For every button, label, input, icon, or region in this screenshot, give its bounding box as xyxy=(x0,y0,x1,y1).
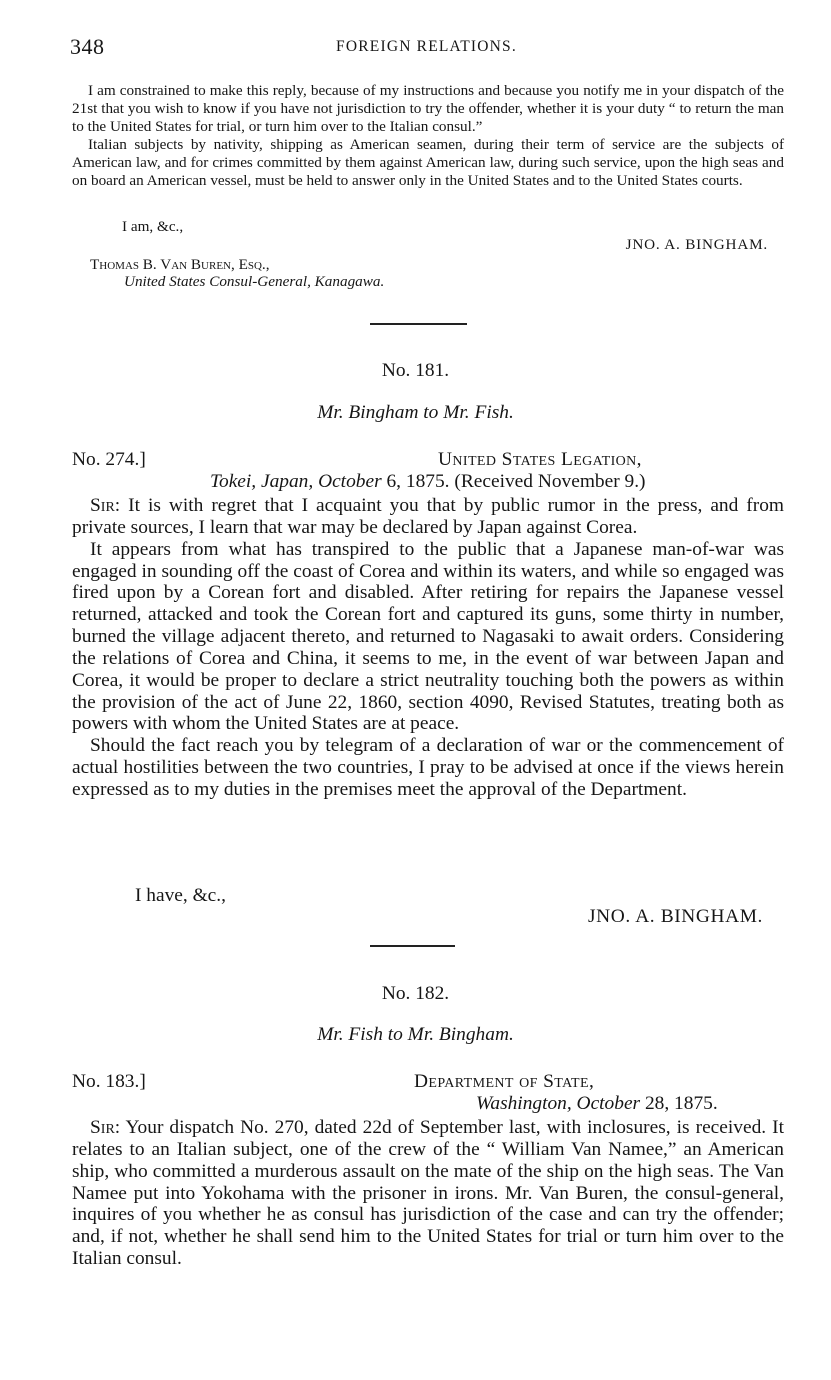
letter-body xyxy=(72,1117,784,1270)
paragraph: It appears from what has transpired to the public that a Japanese man-of-war was engaged in sounding off the coast of Corea and within its waters, and while so engaged was fired upon by a Corean fort and disabled. After retiring for repairs the Japanese vessel returned, attacked and took the Corean fort and captured its guns, some thirty in number, burned the village adjacent thereto, and returned to Nagasaki to await orders. Considering the relations of Corea and China, it seems to me, in the event of war between Japan and Corea, it would be proper to declare a strict neutrality touching both the powers as within the provision of the act of June 22, 1860, section 4090, Revised Statutes, treating both as powers with whom the United States are at peace. xyxy=(72,538,784,735)
running-title: FOREIGN RELATIONS. xyxy=(336,38,517,55)
paragraph: Sir: It is with regret that I acquaint you that by public rumor in the press, and from private sources, I learn that war may be declared by Japan against Corea. xyxy=(72,495,784,538)
dispatch-number: No. 274.] xyxy=(72,449,146,470)
paragraph: Sir: Your dispatch No. 270, dated 22d of September last, with inclosures, is received. It relates to an Italian subject, one of the crew of the “ William Van Namee,” an American ship, who committed a murderous assault on the mate of the ship on the high seas. The Van Namee put into Yokohama with the prisoner in irons. Mr. Van Buren, the consul-general, inquires of you whether he as consul has jurisdiction of the case and can try the offender; and, if not, whether he shall send him to the United States for trial or turn him over to the Italian consul. xyxy=(72,1117,784,1270)
letter-body xyxy=(72,495,784,801)
addressee-name: Thomas B. Van Buren, Esq., xyxy=(90,256,270,273)
section-divider xyxy=(370,323,467,325)
signature: JNO. A. BINGHAM. xyxy=(625,236,768,253)
closing: I have, &c., xyxy=(135,885,226,906)
place-date-line: Washington, October 28, 1875. xyxy=(476,1093,718,1114)
page-header xyxy=(70,34,783,58)
closing: I am, &c., xyxy=(122,218,184,235)
paragraph: I am constrained to make this reply, because of my instructions and because you notify me in your dispatch of the 21st that you wish to know if you have not jurisdiction to try the offender, whether it is your duty “ to return the man to the United States for trial, or turn him over to the Italian consul.” xyxy=(72,82,784,135)
office-name: United States Legation, xyxy=(438,449,642,470)
dispatch-number: No. 183.] xyxy=(72,1071,146,1092)
document-heading: Mr. Fish to Mr. Bingham. xyxy=(317,1024,514,1045)
place-date-line: Tokei, Japan, October 6, 1875. (Received November 9.) xyxy=(210,471,646,492)
paragraph: Italian subjects by nativity, shipping as American seamen, during their term of service are the subjects of American law, and for crimes committed by them against American law, during such service, upon the high seas and on board an American vessel, must be held to answer only in the United States and to the United States courts. xyxy=(72,135,784,189)
previous-letter-body xyxy=(72,82,784,189)
document-number: No. 182. xyxy=(381,983,450,1004)
document-heading: Mr. Bingham to Mr. Fish. xyxy=(317,402,514,423)
paragraph: Should the fact reach you by telegram of a declaration of war or the commencement of actual hostilities between the two countries, I pray to be advised at once if the views herein expressed as to my duties in the premises meet the approval of the Department. xyxy=(72,735,784,800)
section-divider xyxy=(370,945,455,947)
document-number: No. 181. xyxy=(381,360,450,381)
addressee-title: United States Consul-General, Kanagawa. xyxy=(124,273,385,290)
office-name: Department of State, xyxy=(414,1071,595,1092)
signature: JNO. A. BINGHAM. xyxy=(588,906,763,927)
page-number: 348 xyxy=(70,34,105,59)
